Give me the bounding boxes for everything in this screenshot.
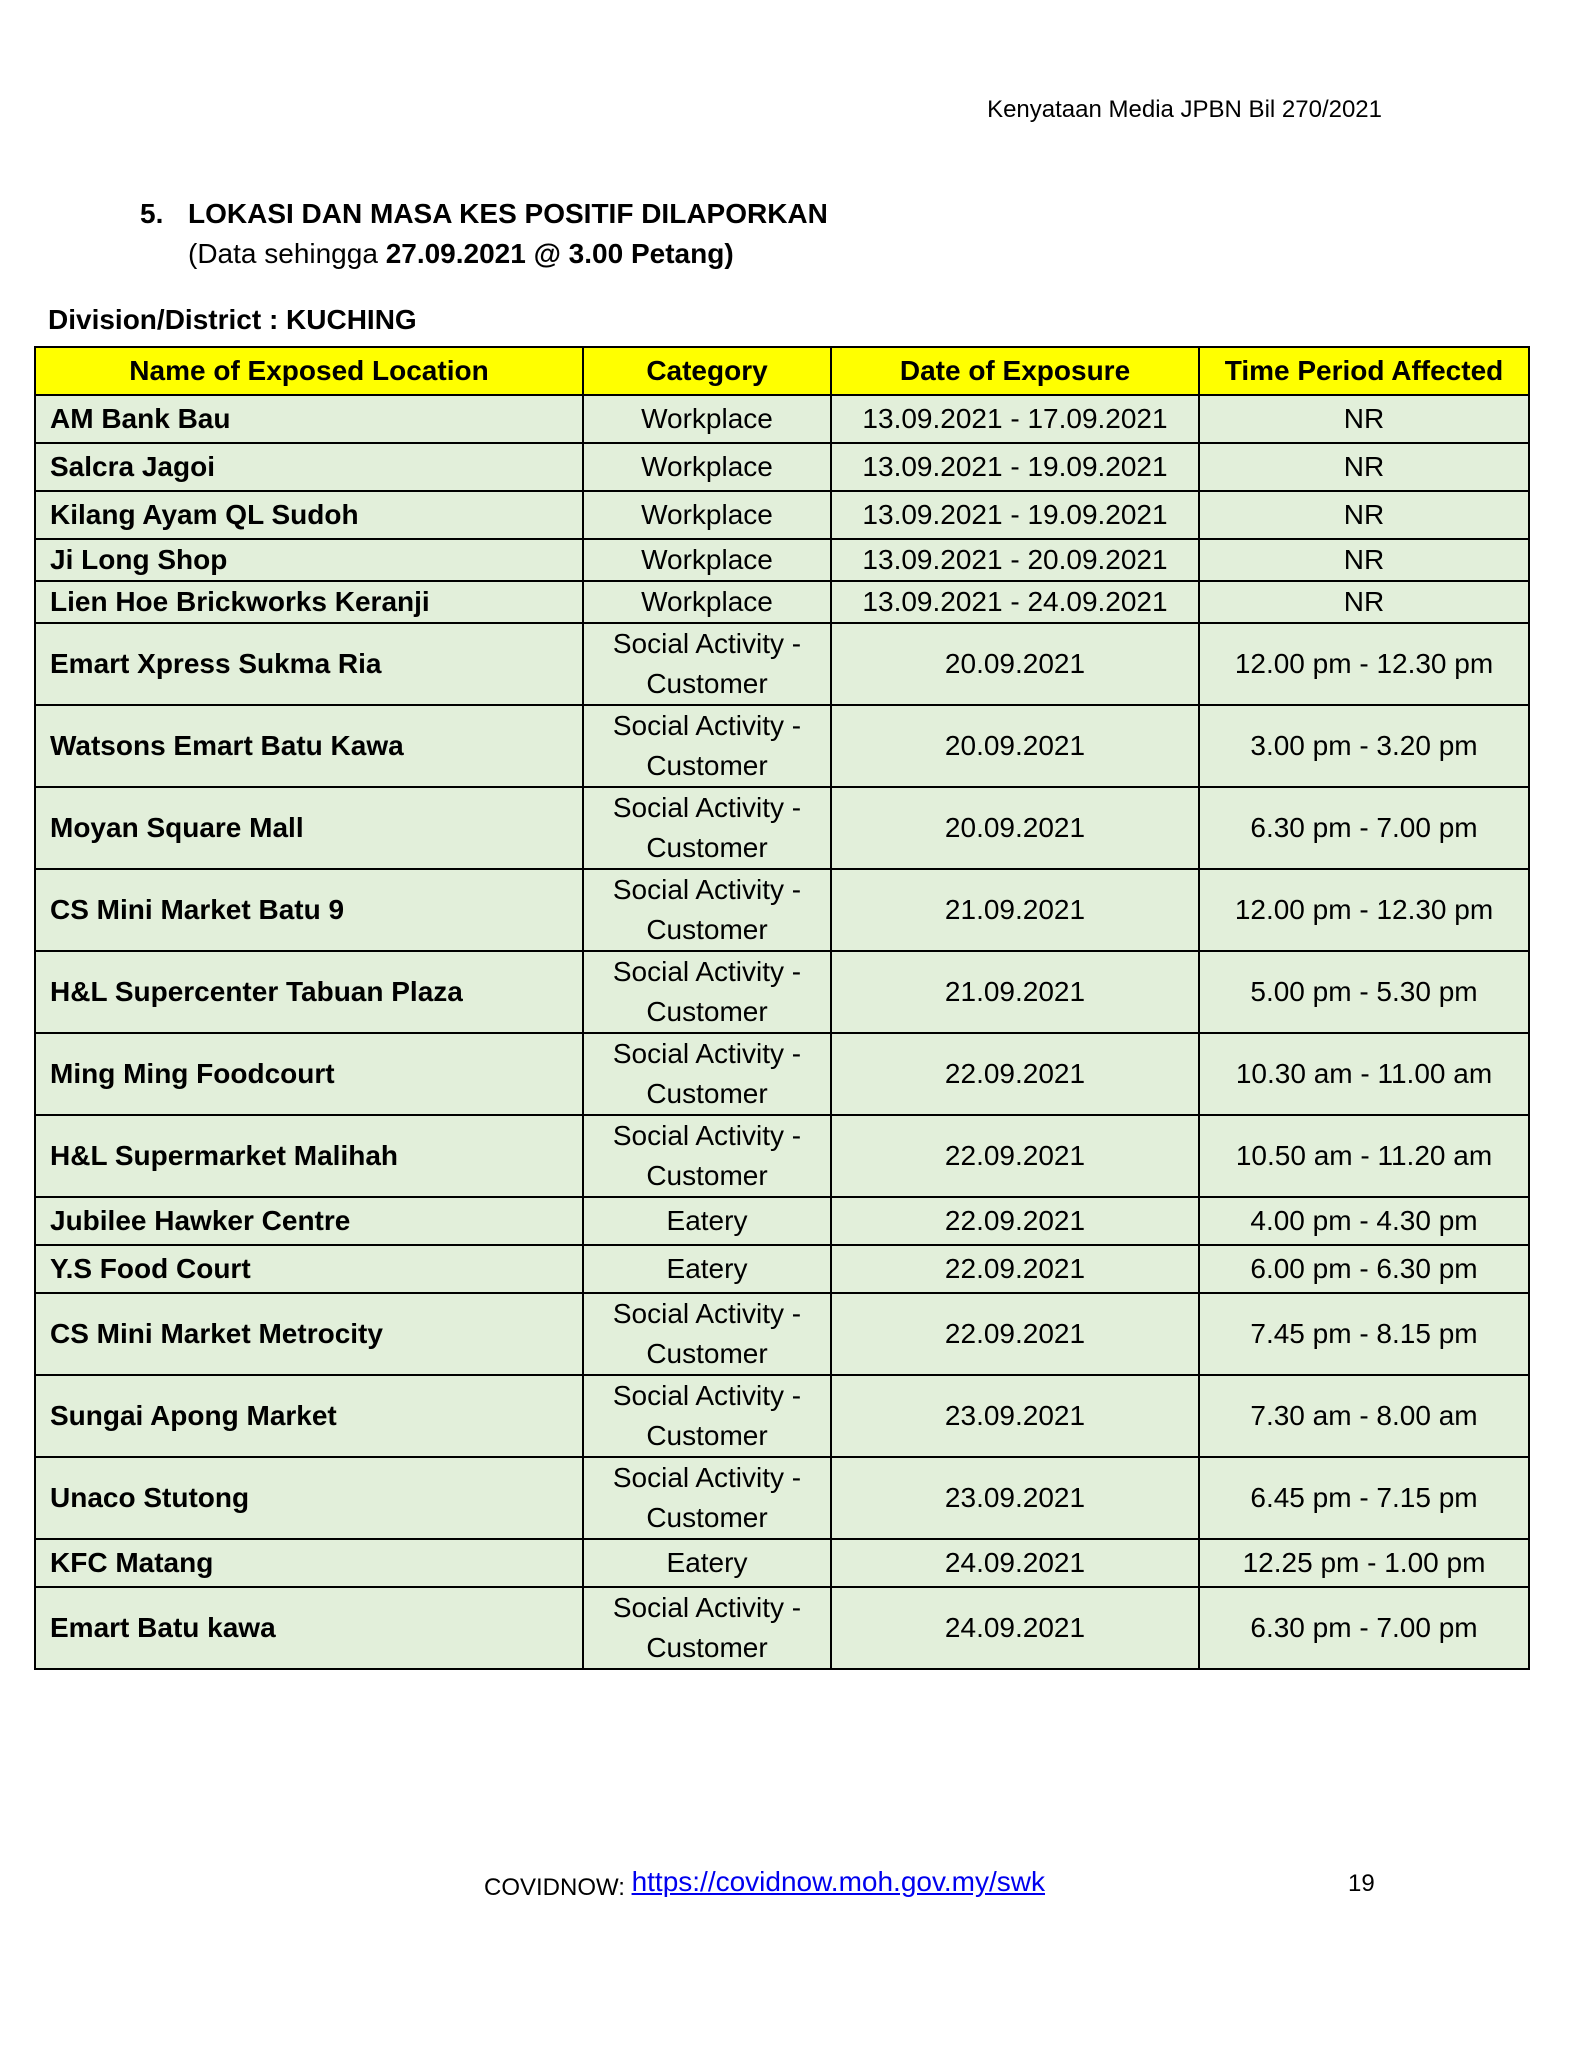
table-row: [35, 787, 1529, 869]
covidnow-link[interactable]: https://covidnow.moh.gov.my/swk: [631, 1866, 1045, 1897]
location-name-cell: CS Mini Market Metrocity: [35, 1293, 583, 1375]
time-period-cell: 7.30 am - 8.00 am: [1199, 1375, 1529, 1457]
time-period-cell: 12.25 pm - 1.00 pm: [1199, 1539, 1529, 1587]
category-text: Workplace: [641, 544, 773, 575]
time-period-cell: 6.45 pm - 7.15 pm: [1199, 1457, 1529, 1539]
exposure-table: [34, 346, 1530, 1670]
exposure-date-cell: 22.09.2021: [831, 1197, 1199, 1245]
category-text: Customer: [646, 996, 768, 1027]
table-row: [35, 1587, 1529, 1669]
exposure-date-cell: 20.09.2021: [831, 623, 1199, 705]
exposure-date-cell: 21.09.2021: [831, 951, 1199, 1033]
section-title: LOKASI DAN MASA KES POSITIF DILAPORKAN: [188, 198, 828, 229]
category-text: Eatery: [666, 1547, 748, 1578]
exposure-date-cell: 24.09.2021: [831, 1587, 1199, 1669]
category-cell: [583, 787, 831, 869]
exposure-date-cell: 22.09.2021: [831, 1245, 1199, 1293]
category-text: Workplace: [641, 499, 773, 530]
category-cell: [583, 395, 831, 443]
category-cell: [583, 869, 831, 951]
location-name-cell: H&L Supercenter Tabuan Plaza: [35, 951, 583, 1033]
category-cell: [583, 623, 831, 705]
table-row: [35, 869, 1529, 951]
table-header-row: [35, 347, 1529, 395]
location-name-cell: KFC Matang: [35, 1539, 583, 1587]
location-name-cell: Emart Xpress Sukma Ria: [35, 623, 583, 705]
category-text: Customer: [646, 832, 768, 863]
category-text: Customer: [646, 668, 768, 699]
exposure-date-cell: 13.09.2021 - 24.09.2021: [831, 581, 1199, 623]
exposure-date-cell: 13.09.2021 - 19.09.2021: [831, 443, 1199, 491]
time-period-cell: 10.30 am - 11.00 am: [1199, 1033, 1529, 1115]
exposure-date-cell: 24.09.2021: [831, 1539, 1199, 1587]
document-reference: Kenyataan Media JPBN Bil 270/2021: [987, 96, 1382, 123]
time-period-cell: NR: [1199, 443, 1529, 491]
header-location: Name of Exposed Location: [35, 347, 583, 395]
exposure-date-cell: 23.09.2021: [831, 1457, 1199, 1539]
category-cell: [583, 705, 831, 787]
category-text: Workplace: [641, 586, 773, 617]
footer-source: [484, 1866, 1045, 1902]
header-time: Time Period Affected: [1199, 347, 1529, 395]
time-period-cell: 3.00 pm - 3.20 pm: [1199, 705, 1529, 787]
category-text: Customer: [646, 1338, 768, 1369]
exposure-date-cell: 13.09.2021 - 20.09.2021: [831, 539, 1199, 581]
category-text: Social Activity -: [612, 1592, 802, 1623]
category-cell: [583, 1539, 831, 1587]
category-text: Customer: [646, 1160, 768, 1191]
section-subtitle: [140, 234, 828, 274]
category-cell: [583, 1033, 831, 1115]
exposure-date-cell: 13.09.2021 - 17.09.2021: [831, 395, 1199, 443]
table-row: [35, 1245, 1529, 1293]
division-label: Division/District : KUCHING: [48, 304, 417, 335]
table-row: [35, 1457, 1529, 1539]
category-text: Workplace: [641, 403, 773, 434]
subtitle-prefix: (Data sehingga: [188, 238, 386, 269]
category-text: Customer: [646, 914, 768, 945]
category-text: Customer: [646, 1632, 768, 1663]
location-name-cell: Lien Hoe Brickworks Keranji: [35, 581, 583, 623]
time-period-cell: NR: [1199, 395, 1529, 443]
exposure-date-cell: 23.09.2021: [831, 1375, 1199, 1457]
header-date: Date of Exposure: [831, 347, 1199, 395]
category-text: Social Activity -: [612, 1038, 802, 1069]
category-cell: [583, 1293, 831, 1375]
location-name-cell: Y.S Food Court: [35, 1245, 583, 1293]
exposure-date-cell: 22.09.2021: [831, 1293, 1199, 1375]
table-row: [35, 581, 1529, 623]
location-name-cell: Watsons Emart Batu Kawa: [35, 705, 583, 787]
category-text: Customer: [646, 1420, 768, 1451]
category-cell: [583, 491, 831, 539]
time-period-cell: NR: [1199, 491, 1529, 539]
time-period-cell: 4.00 pm - 4.30 pm: [1199, 1197, 1529, 1245]
header-category: Category: [583, 347, 831, 395]
category-text: Customer: [646, 750, 768, 781]
category-cell: [583, 1457, 831, 1539]
location-name-cell: CS Mini Market Batu 9: [35, 869, 583, 951]
category-text: Social Activity -: [612, 1380, 802, 1411]
category-text: Customer: [646, 1078, 768, 1109]
location-name-cell: H&L Supermarket Malihah: [35, 1115, 583, 1197]
exposure-date-cell: 22.09.2021: [831, 1033, 1199, 1115]
exposure-date-cell: 20.09.2021: [831, 705, 1199, 787]
category-cell: [583, 443, 831, 491]
location-name-cell: Salcra Jagoi: [35, 443, 583, 491]
exposure-date-cell: 13.09.2021 - 19.09.2021: [831, 491, 1199, 539]
category-text: Social Activity -: [612, 1298, 802, 1329]
location-name-cell: Ming Ming Foodcourt: [35, 1033, 583, 1115]
page-number: 19: [1348, 1870, 1375, 1897]
time-period-cell: 10.50 am - 11.20 am: [1199, 1115, 1529, 1197]
time-period-cell: 6.00 pm - 6.30 pm: [1199, 1245, 1529, 1293]
section-heading: [140, 194, 828, 274]
location-name-cell: Kilang Ayam QL Sudoh: [35, 491, 583, 539]
table-row: [35, 1115, 1529, 1197]
table-row: [35, 1293, 1529, 1375]
section-number: 5.: [140, 198, 164, 229]
footer-label: COVIDNOW:: [484, 1874, 632, 1901]
category-cell: [583, 1375, 831, 1457]
exposure-date-cell: 22.09.2021: [831, 1115, 1199, 1197]
category-text: Workplace: [641, 451, 773, 482]
time-period-cell: 6.30 pm - 7.00 pm: [1199, 1587, 1529, 1669]
location-name-cell: AM Bank Bau: [35, 395, 583, 443]
time-period-cell: 12.00 pm - 12.30 pm: [1199, 623, 1529, 705]
location-name-cell: Moyan Square Mall: [35, 787, 583, 869]
category-text: Social Activity -: [612, 1462, 802, 1493]
table-row: [35, 623, 1529, 705]
category-cell: [583, 1587, 831, 1669]
table-row: [35, 491, 1529, 539]
category-text: Social Activity -: [612, 874, 802, 905]
category-cell: [583, 1115, 831, 1197]
table-row: [35, 1033, 1529, 1115]
table-row: [35, 1539, 1529, 1587]
category-text: Eatery: [666, 1253, 748, 1284]
table-body: [35, 395, 1529, 1669]
category-text: Social Activity -: [612, 1120, 802, 1151]
table-row: [35, 1197, 1529, 1245]
time-period-cell: NR: [1199, 539, 1529, 581]
table-row: [35, 1375, 1529, 1457]
table-row: [35, 705, 1529, 787]
location-name-cell: Unaco Stutong: [35, 1457, 583, 1539]
category-cell: [583, 539, 831, 581]
location-name-cell: Jubilee Hawker Centre: [35, 1197, 583, 1245]
subtitle-date: 27.09.2021 @ 3.00 Petang): [385, 238, 734, 269]
category-text: Social Activity -: [612, 628, 802, 659]
location-name-cell: Sungai Apong Market: [35, 1375, 583, 1457]
table-row: [35, 443, 1529, 491]
exposure-date-cell: 20.09.2021: [831, 787, 1199, 869]
location-name-cell: Ji Long Shop: [35, 539, 583, 581]
category-text: Eatery: [666, 1205, 748, 1236]
category-text: Customer: [646, 1502, 768, 1533]
location-name-cell: Emart Batu kawa: [35, 1587, 583, 1669]
category-cell: [583, 951, 831, 1033]
category-text: Social Activity -: [612, 792, 802, 823]
category-text: Social Activity -: [612, 710, 802, 741]
category-cell: [583, 581, 831, 623]
table-row: [35, 539, 1529, 581]
table-row: [35, 951, 1529, 1033]
time-period-cell: 7.45 pm - 8.15 pm: [1199, 1293, 1529, 1375]
time-period-cell: 5.00 pm - 5.30 pm: [1199, 951, 1529, 1033]
table-row: [35, 395, 1529, 443]
time-period-cell: 12.00 pm - 12.30 pm: [1199, 869, 1529, 951]
category-text: Social Activity -: [612, 956, 802, 987]
category-cell: [583, 1197, 831, 1245]
time-period-cell: 6.30 pm - 7.00 pm: [1199, 787, 1529, 869]
category-cell: [583, 1245, 831, 1293]
time-period-cell: NR: [1199, 581, 1529, 623]
exposure-date-cell: 21.09.2021: [831, 869, 1199, 951]
